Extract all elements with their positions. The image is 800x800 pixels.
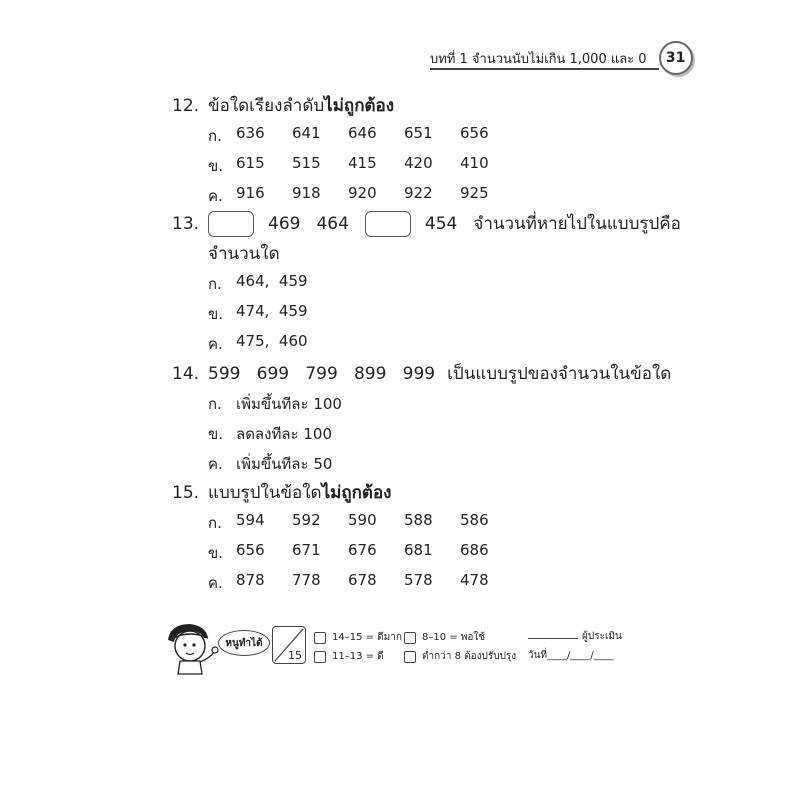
pattern-number: 454: [424, 214, 458, 234]
speech-bubble: หนูทำได้: [218, 630, 270, 656]
option-value: 651: [404, 124, 433, 142]
option-value: 778: [292, 571, 321, 589]
header-rule: [430, 68, 659, 70]
criteria-needs-improvement[interactable]: [404, 649, 516, 664]
question-number: 15.: [172, 483, 200, 503]
q12-option-c[interactable]: [208, 184, 516, 208]
question-number: 12.: [172, 96, 200, 116]
question-14: [172, 360, 671, 387]
criteria-label: 11–13 = ดี: [332, 651, 384, 662]
q15-option-c[interactable]: [208, 571, 516, 595]
option-value: 578: [404, 571, 433, 589]
checkbox[interactable]: [404, 632, 416, 644]
q14-option-b[interactable]: [208, 422, 332, 446]
criteria-label: 14–15 = ดีมาก: [332, 632, 402, 643]
question-15: [172, 479, 391, 506]
option-value: 656: [236, 541, 265, 559]
option-value: 678: [348, 571, 377, 589]
option-value: 920: [348, 184, 377, 202]
q13-option-a[interactable]: [208, 272, 308, 296]
date-line[interactable]: วันที่____/____/____: [528, 650, 614, 661]
signature-line[interactable]: [528, 638, 578, 639]
option-label: ก.: [208, 395, 222, 413]
option-value: 918: [292, 184, 321, 202]
question-text: ข้อใดเรียงลำดับ: [208, 96, 325, 116]
assessor-line: [528, 629, 622, 644]
option-value: เพิ่มขึ้นทีละ 100: [236, 395, 342, 413]
q15-option-b[interactable]: [208, 541, 516, 565]
option-value: 676: [348, 541, 377, 559]
option-label: ค.: [208, 187, 223, 205]
question-13-continued: จำนวนใด: [208, 244, 280, 264]
option-value: 636: [236, 124, 265, 142]
q12-option-a[interactable]: [208, 124, 516, 148]
option-value: 415: [348, 154, 377, 172]
option-value: เพิ่มขึ้นทีละ 50: [236, 455, 333, 473]
page-header: [430, 44, 693, 72]
option-value: 475, 460: [236, 332, 308, 350]
option-value: 464, 459: [236, 272, 308, 290]
criteria-label: 8–10 = พอใช้: [422, 632, 486, 643]
option-value: 656: [460, 124, 489, 142]
assessor-label: ผู้ประเมิน: [582, 631, 622, 642]
option-label: ค.: [208, 574, 223, 592]
option-value: 515: [292, 154, 321, 172]
cartoon-child-illustration: [160, 618, 220, 676]
option-label: ก.: [208, 275, 222, 293]
option-value: 590: [348, 511, 377, 529]
question-emphasis: ไม่ถูกต้อง: [324, 96, 395, 116]
option-value: 410: [460, 154, 489, 172]
question-emphasis: ไม่ถูกต้อง: [321, 483, 392, 503]
q15-option-a[interactable]: [208, 511, 516, 535]
question-text: เป็นแบบรูปของจำนวนในข้อใด: [447, 364, 672, 384]
option-label: ข.: [208, 544, 224, 562]
answer-blank[interactable]: [208, 211, 254, 237]
criteria-label: ต่ำกว่า 8 ต้องปรับปรุง: [422, 651, 517, 662]
question-text: แบบรูปในข้อใด: [208, 483, 322, 503]
pattern-number: 469: [268, 214, 301, 234]
option-value: 478: [460, 571, 489, 589]
option-label: ก.: [208, 514, 222, 532]
criteria-excellent[interactable]: [314, 630, 402, 645]
option-value: 922: [404, 184, 433, 202]
option-value: 878: [236, 571, 265, 589]
option-label: ค.: [208, 335, 223, 353]
option-value: 594: [236, 511, 265, 529]
pattern-number: 464: [316, 214, 349, 234]
option-value: 615: [236, 154, 265, 172]
option-value: 420: [404, 154, 433, 172]
option-value: 586: [460, 511, 489, 529]
q13-option-c[interactable]: [208, 332, 308, 356]
q14-option-c[interactable]: [208, 452, 332, 476]
checkbox[interactable]: [404, 651, 416, 663]
option-value: 474, 459: [236, 302, 308, 320]
option-value: ลดลงทีละ 100: [236, 425, 332, 443]
question-number: 14.: [172, 364, 200, 384]
criteria-fair[interactable]: [404, 630, 485, 645]
option-value: 671: [292, 541, 321, 559]
option-value: 916: [236, 184, 265, 202]
checkbox[interactable]: [314, 651, 326, 663]
answer-blank[interactable]: [365, 211, 411, 237]
question-number: 13.: [172, 214, 200, 234]
self-assessment-footer: [160, 618, 630, 678]
option-value: 681: [404, 541, 433, 559]
option-label: ข.: [208, 157, 224, 175]
number-sequence: 599 699 799 899 999: [208, 364, 436, 384]
q14-option-a[interactable]: [208, 392, 342, 416]
q13-option-b[interactable]: [208, 302, 308, 326]
question-text: จำนวนที่หายไปในแบบรูปคือ: [473, 214, 681, 234]
option-value: 925: [460, 184, 489, 202]
option-value: 641: [292, 124, 321, 142]
option-label: ข.: [208, 305, 224, 323]
question-12: [172, 92, 394, 119]
option-label: ข.: [208, 425, 224, 443]
max-score: 15: [288, 649, 302, 662]
checkbox[interactable]: [314, 632, 326, 644]
option-value: 686: [460, 541, 489, 559]
criteria-good[interactable]: [314, 649, 384, 664]
page-number: 31: [659, 41, 693, 75]
chapter-title: บทที่ 1 จำนวนนับไม่เกิน 1,000 และ 0: [430, 51, 647, 67]
option-label: ก.: [208, 127, 222, 145]
question-13: [172, 210, 681, 237]
option-value: 646: [348, 124, 377, 142]
option-value: 588: [404, 511, 433, 529]
option-label: ค.: [208, 455, 223, 473]
score-box[interactable]: [272, 626, 306, 664]
q12-option-b[interactable]: [208, 154, 516, 178]
option-value: 592: [292, 511, 321, 529]
